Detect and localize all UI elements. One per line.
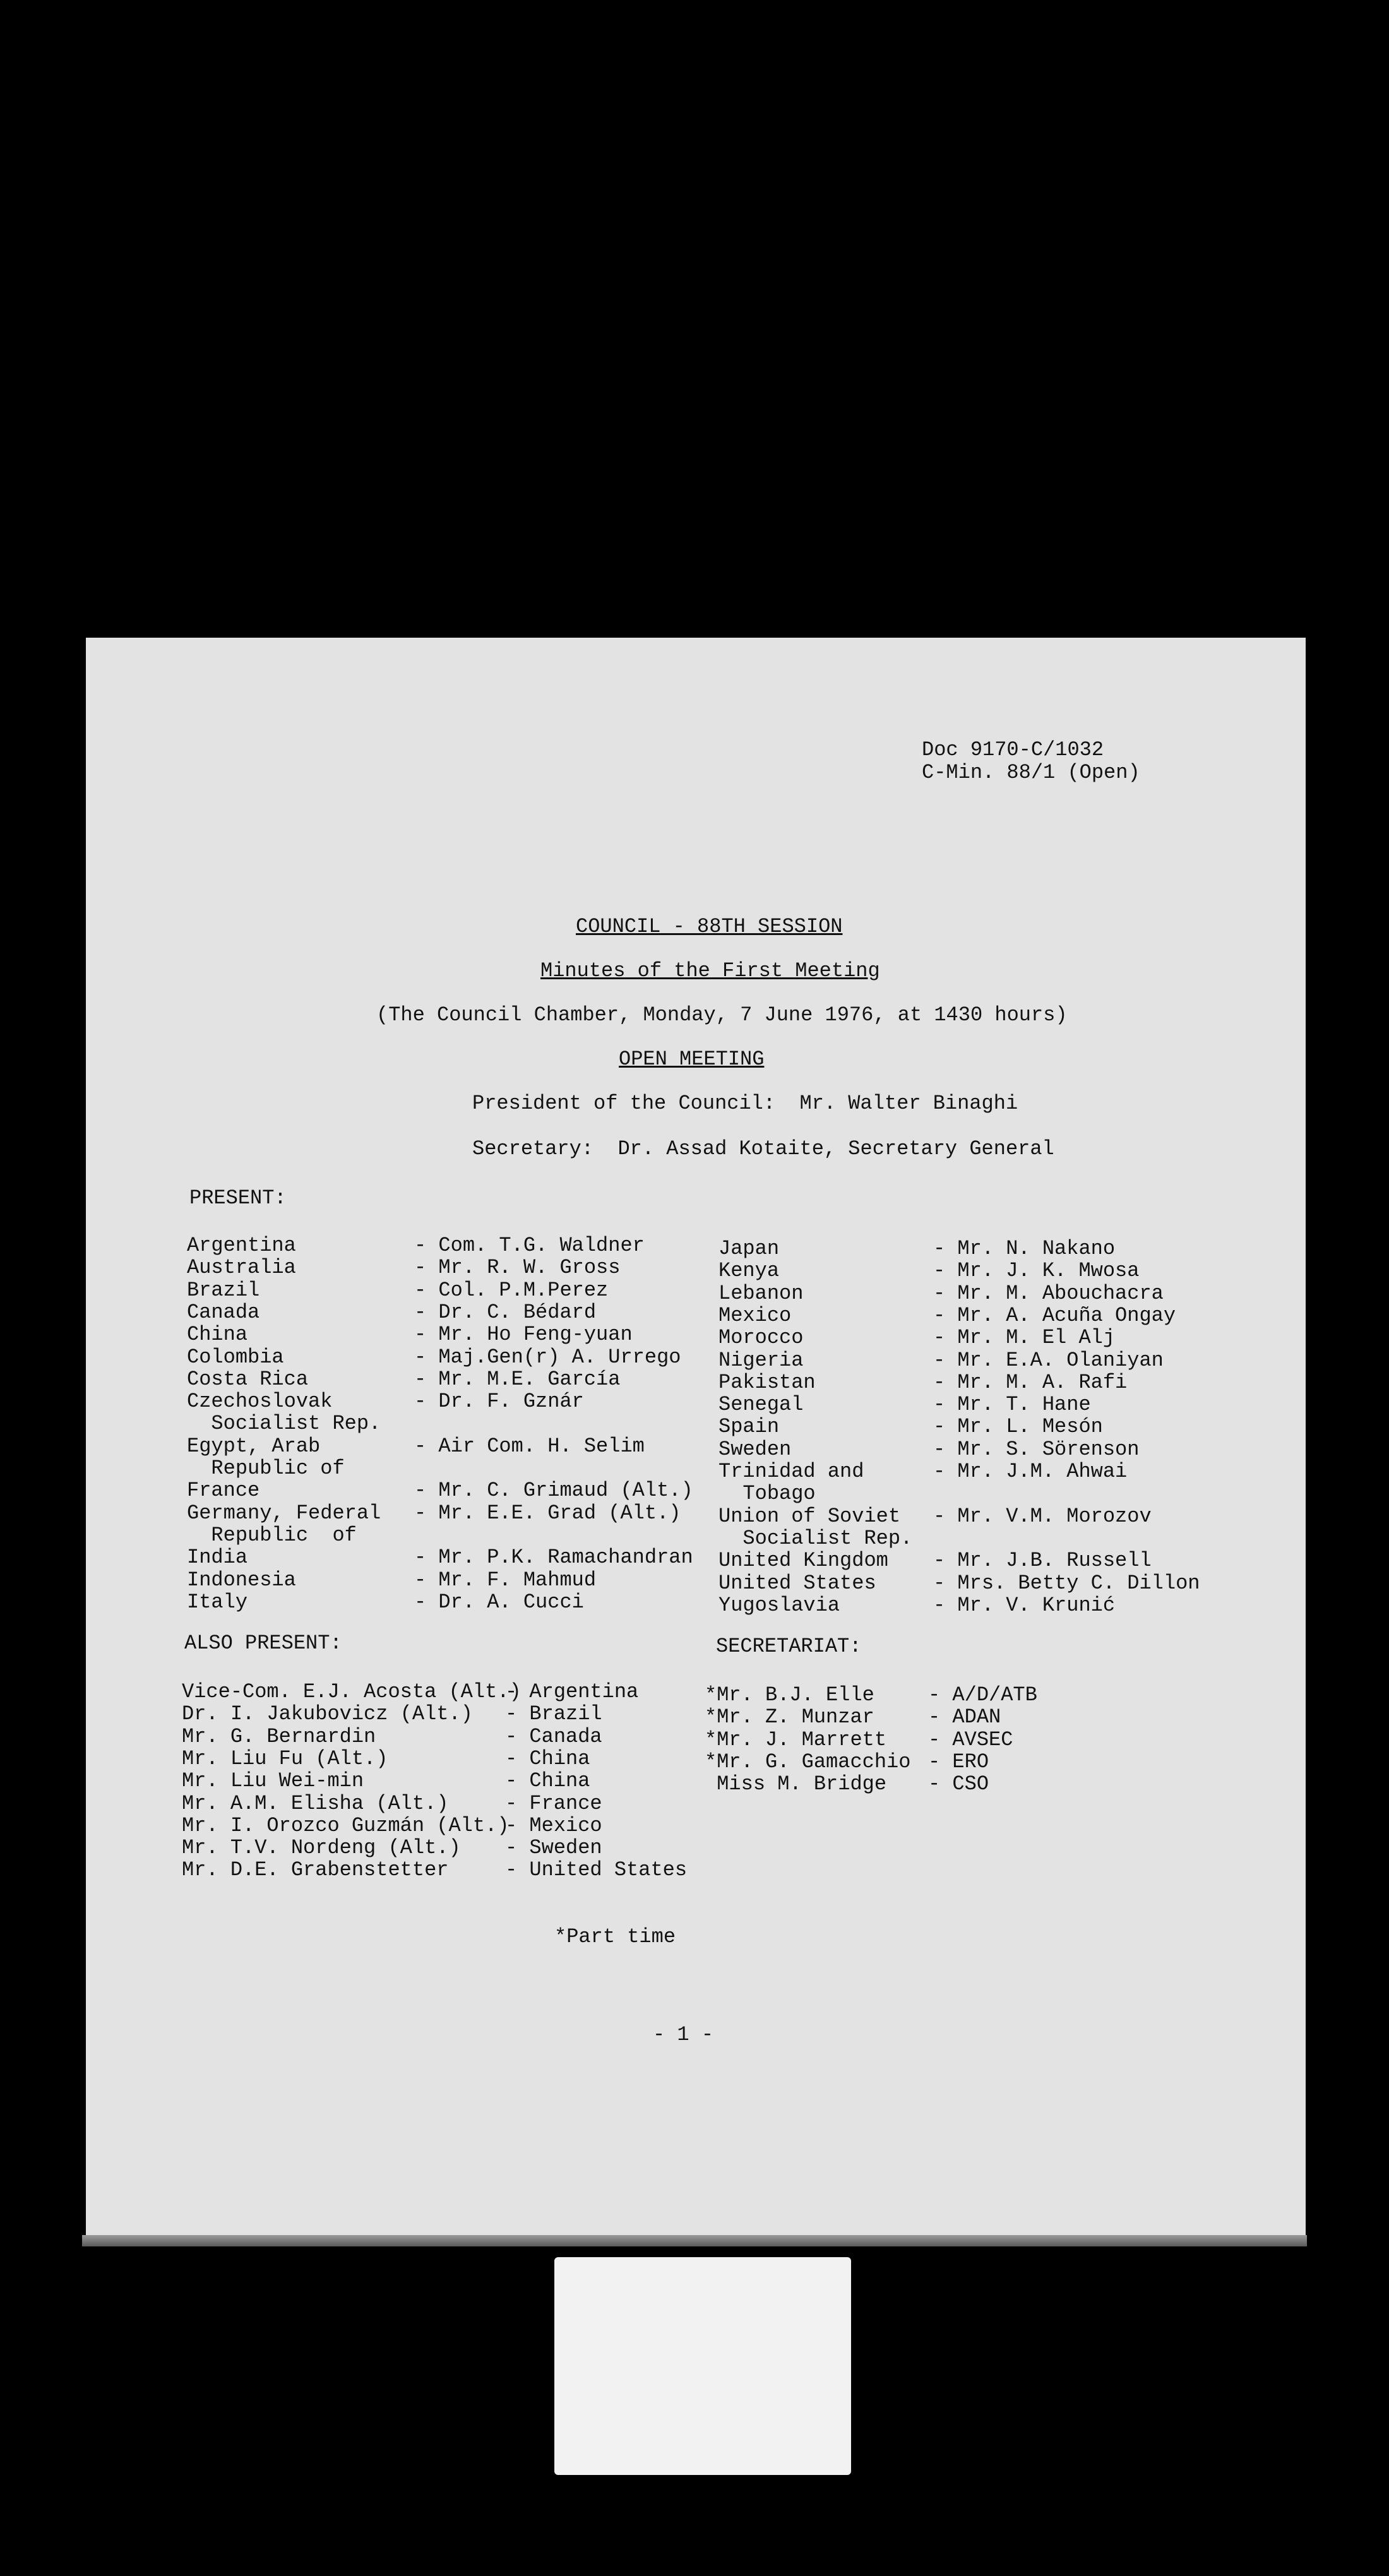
secretary-line: Secretary: Dr. Assad Kotaite, Secretary General <box>472 1137 1054 1160</box>
document-page <box>86 638 1306 2245</box>
attendee-country: - Canada <box>505 1724 602 1748</box>
country-name: Nigeria <box>718 1348 804 1372</box>
representative-name: - Mr. M. El Alj <box>933 1326 1116 1350</box>
country-name: Colombia <box>187 1345 284 1369</box>
representative-name: - Mrs. Betty C. Dillon <box>933 1571 1200 1595</box>
representative-name: - Mr. S. Sörenson <box>933 1437 1140 1461</box>
country-name: Spain <box>718 1415 780 1439</box>
attendee-name: Mr. Liu Wei-min <box>182 1769 364 1793</box>
attendee-name: Dr. I. Jakubovicz (Alt.) <box>182 1702 473 1726</box>
session-title: COUNCIL - 88TH SESSION <box>576 915 843 938</box>
representative-name: - Mr. E.A. Olaniyan <box>933 1348 1164 1372</box>
representative-name: - Mr. F. Mahmud <box>414 1568 597 1592</box>
minutes-reference: C-Min. 88/1 (Open) <box>922 761 1140 784</box>
country-name: Canada <box>187 1300 260 1324</box>
attendee-name: Mr. G. Bernardin <box>182 1724 376 1748</box>
representative-name: - Mr. A. Acuña Ongay <box>933 1303 1176 1327</box>
staff-office: - AVSEC <box>928 1727 1013 1751</box>
attendee-country: - Sweden <box>505 1836 602 1860</box>
staff-name: *Mr. J. Marrett <box>705 1727 887 1751</box>
representative-name: - Mr. J. K. Mwosa <box>933 1259 1140 1283</box>
country-name: Argentina <box>187 1234 296 1257</box>
country-name: Socialist Rep. <box>187 1412 381 1436</box>
country-name: Brazil <box>187 1278 260 1302</box>
country-name: Trinidad and <box>718 1460 864 1483</box>
country-name: Indonesia <box>187 1568 296 1592</box>
country-name: United States <box>718 1571 876 1595</box>
country-name: Egypt, Arab <box>187 1434 321 1458</box>
representative-name: - Mr. J.B. Russell <box>933 1549 1152 1573</box>
secretariat-heading: SECRETARIAT: <box>716 1635 862 1658</box>
attendee-country: - China <box>505 1746 590 1770</box>
country-name: Czechoslovak <box>187 1390 333 1414</box>
attendee-name: Mr. T.V. Nordeng (Alt.) <box>182 1836 461 1860</box>
attendee-country: - Brazil <box>505 1702 602 1726</box>
country-name: Kenya <box>718 1259 780 1283</box>
page-number: - 1 - <box>653 2023 714 2046</box>
staff-name: *Mr. Z. Munzar <box>705 1705 874 1729</box>
representative-name: - Mr. N. Nakano <box>933 1237 1116 1260</box>
staff-name: *Mr. B.J. Elle <box>705 1683 874 1707</box>
representative-name: - Mr. M. Abouchacra <box>933 1281 1164 1305</box>
country-name: Lebanon <box>718 1281 804 1305</box>
attendee-name: Mr. Liu Fu (Alt.) <box>182 1746 388 1770</box>
attendee-country: - Argentina <box>505 1680 639 1703</box>
representative-name: - Air Com. H. Selim <box>414 1434 645 1458</box>
country-name: India <box>187 1546 248 1570</box>
president-line: President of the Council: Mr. Walter Binaghi <box>472 1092 1018 1115</box>
representative-name: - Maj.Gen(r) A. Urrego <box>414 1345 681 1369</box>
country-name: Senegal <box>718 1393 804 1417</box>
country-name: Pakistan <box>718 1370 816 1394</box>
representative-name: - Dr. F. Gznár <box>414 1390 584 1414</box>
attendee-country: - United States <box>505 1858 688 1882</box>
representative-name: - Mr. E.E. Grad (Alt.) <box>414 1501 681 1525</box>
staff-office: - CSO <box>928 1772 989 1796</box>
representative-name: - Mr. C. Grimaud (Alt.) <box>414 1479 693 1503</box>
also-present-heading: ALSO PRESENT: <box>184 1631 342 1655</box>
country-name: Mexico <box>718 1303 792 1327</box>
country-name: Japan <box>718 1237 780 1260</box>
representative-name: - Mr. M.E. García <box>414 1367 621 1391</box>
representative-name: - Com. T.G. Waldner <box>414 1234 645 1257</box>
representative-name: - Mr. M. A. Rafi <box>933 1370 1128 1394</box>
representative-name: - Mr. J.M. Ahwai <box>933 1460 1128 1483</box>
meeting-place-time: (The Council Chamber, Monday, 7 June 1976, at 1430 hours) <box>376 1003 1068 1027</box>
country-name: Republic of <box>187 1523 357 1547</box>
country-name: Yugoslavia <box>718 1593 840 1617</box>
country-name: Morocco <box>718 1326 804 1350</box>
country-name: Tobago <box>718 1482 816 1506</box>
country-name: Australia <box>187 1256 296 1280</box>
representative-name: - Mr. R. W. Gross <box>414 1256 621 1280</box>
staff-office: - ADAN <box>928 1705 1001 1729</box>
staff-name: *Mr. G. Gamacchio <box>705 1750 911 1774</box>
representative-name: - Mr. T. Hane <box>933 1393 1091 1417</box>
country-name: China <box>187 1323 248 1347</box>
paper-edge <box>82 2235 1307 2246</box>
attendee-name: Vice-Com. E.J. Acosta (Alt.) <box>182 1680 522 1703</box>
representative-name: - Mr. P.K. Ramachandran <box>414 1546 693 1570</box>
representative-name: - Mr. Ho Feng-yuan <box>414 1323 633 1347</box>
representative-name: - Dr. C. Bédard <box>414 1300 597 1324</box>
attendee-name: Mr. A.M. Elisha (Alt.) <box>182 1791 449 1815</box>
minutes-title: Minutes of the First Meeting <box>540 959 880 982</box>
attendee-name: Mr. I. Orozco Guzmán (Alt.) <box>182 1813 510 1837</box>
representative-name: - Mr. V.M. Morozov <box>933 1504 1152 1528</box>
staff-office: - A/D/ATB <box>928 1683 1037 1707</box>
staff-office: - ERO <box>928 1750 989 1774</box>
meeting-type: OPEN MEETING <box>619 1047 765 1071</box>
country-name: Germany, Federal <box>187 1501 381 1525</box>
country-name: United Kingdom <box>718 1549 888 1573</box>
attendee-name: Mr. D.E. Grabenstetter <box>182 1858 449 1882</box>
representative-name: - Col. P.M.Perez <box>414 1278 609 1302</box>
attendee-country: - France <box>505 1791 602 1815</box>
country-name: Costa Rica <box>187 1367 309 1391</box>
representative-name: - Mr. V. Krunić <box>933 1593 1116 1617</box>
country-name: Italy <box>187 1590 248 1614</box>
staff-name: Miss M. Bridge <box>705 1772 887 1796</box>
attendee-country: - China <box>505 1769 590 1793</box>
country-name: Union of Soviet <box>718 1504 901 1528</box>
doc-number: Doc 9170-C/1032 <box>922 738 1104 761</box>
representative-name: - Mr. L. Mesón <box>933 1415 1103 1439</box>
attendee-country: - Mexico <box>505 1813 602 1837</box>
country-name: Sweden <box>718 1437 792 1461</box>
footnote: *Part time <box>554 1925 676 1948</box>
representative-name: - Dr. A. Cucci <box>414 1590 584 1614</box>
country-name: Republic of <box>187 1457 345 1480</box>
index-card <box>554 2257 851 2475</box>
present-heading: PRESENT: <box>189 1186 287 1210</box>
country-name: France <box>187 1479 260 1503</box>
country-name: Socialist Rep. <box>718 1526 913 1550</box>
